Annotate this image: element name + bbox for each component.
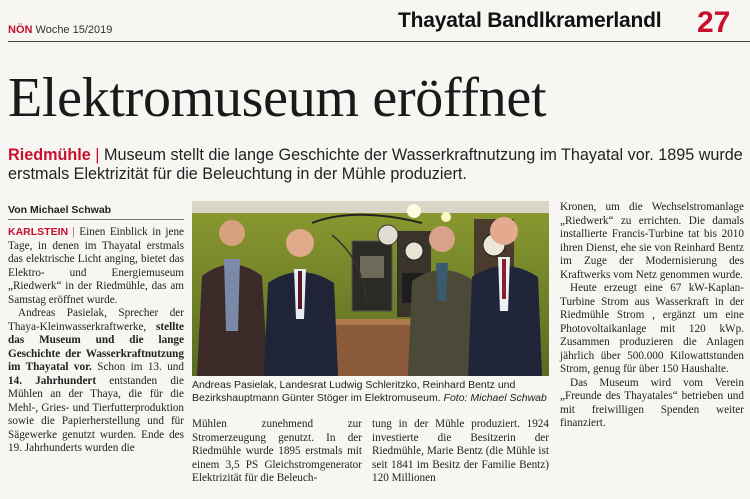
lead-paragraph — [8, 146, 750, 184]
header-divider — [8, 41, 750, 42]
column-1-text-2e: entstanden die Mühlen an der Thaya, die für die Mehl-, Gries- und Tierfutterproduktion sowie die Papierherstellung und für Sägewerke genutzt wurden. Ende des 19. Jahrhunderts wurden die — [8, 374, 185, 454]
caption-text: Andreas Pasielak, Landesrat Ludwig Schleritzko, Reinhard Bentz und Bezirkshauptmann Günter Stöger im Elektromuseum. — [192, 379, 516, 404]
column-1-text-2c: Schon im 13. und — [91, 361, 184, 373]
article-column-3 — [372, 418, 549, 486]
byline-divider — [8, 219, 184, 220]
article-column-2 — [192, 418, 362, 486]
issue-line — [8, 24, 112, 36]
article-column-1 — [8, 226, 184, 456]
photo-caption — [192, 379, 549, 405]
dateline: KARLSTEIN — [8, 226, 69, 238]
lead-text: Museum stellt die lange Geschichte der Wasserkraftnutzung im Thayatal vor. 1895 wurde erstmals Elektrizität für die Beleuchtung in der Mühle produziert. — [8, 146, 743, 183]
column-1-paragraph-2 — [8, 307, 184, 456]
article-column-4 — [560, 201, 744, 431]
headline: Elektromuseum eröffnet — [8, 67, 547, 129]
column-3-paragraph: tung in der Mühle produziert. 1924 investierte die Besitzerin der Riedmühle, Marie Bentz (die Mühle ist seit 1841 im Besitz der Familie Bentz) 120 Millionen — [372, 418, 549, 484]
column-4-paragraph-1: Kronen, um die Wechselstromanlage „Riedwerk“ zu errichten. Die damals installierte Francis-Turbine tat bis 2010 ihren Dienst, ehe sie von Reinhard Bentz im Zuge der Modernisierung des Kraftwerks vom Netz genommen wurde. — [560, 201, 744, 281]
column-4-paragraph-2: Heute erzeugt eine 67 kW-Kaplan-Turbine Strom aus Wasserkraft in der Riedmühle Strom , ergänzt um eine Photovoltaikanlage mit 120 kWp. Zusammen produzieren die Anlagen jährlich über 500.000 Kilowattstunden Strom, genug für über 150 Haushalte. — [560, 282, 744, 375]
article-photo — [192, 201, 549, 376]
column-1-highlight-1: stellte das Museum und die lange Geschichte der Wasserkraftnutzung im Thayatal vor. — [8, 320, 184, 373]
dateline-separator: | — [72, 226, 75, 238]
column-4-paragraph-3: Das Museum wird vom Verein „Freunde des Thayatales“ betrieben und mit freiwilligen Spenden weiter finanziert. — [560, 376, 744, 429]
photo-credit: Foto: Michael Schwab — [443, 392, 547, 404]
column-1-text-2a: Andreas Pasielak, Sprecher der Thaya-Kleinwasserkraftwerke, — [8, 307, 184, 333]
museum-photo-illustration — [192, 201, 549, 376]
publication-brand: NÖN — [8, 24, 33, 36]
column-1-text-1: Einen Einblick in jene Tage, in denen im Thayatal erstmals das elektrische Licht anging, bietet das Elektro- und Energiemuseum „Riedwerk“ in der Riedmühle, das am Samstag eröffnet wurde. — [8, 226, 185, 306]
byline: Von Michael Schwab — [8, 204, 112, 216]
column-2-paragraph: Mühlen zunehmend zur Stromerzeugung genutzt. In der Riedmühle wurde 1895 erstmals mit einem 3,5 PS Gleichstromgenerator Elektrizität für die Beleuch- — [192, 418, 362, 484]
column-1-highlight-2: 14. Jahrhundert — [8, 374, 97, 387]
lead-separator: | — [95, 146, 100, 164]
section-title: Thayatal Bandlkramerlandl — [398, 9, 662, 32]
page-number: 27 — [697, 6, 731, 39]
issue-label: Woche 15/2019 — [35, 24, 113, 36]
lead-keyword: Riedmühle — [8, 146, 91, 164]
column-1-paragraph-1 — [8, 226, 184, 307]
